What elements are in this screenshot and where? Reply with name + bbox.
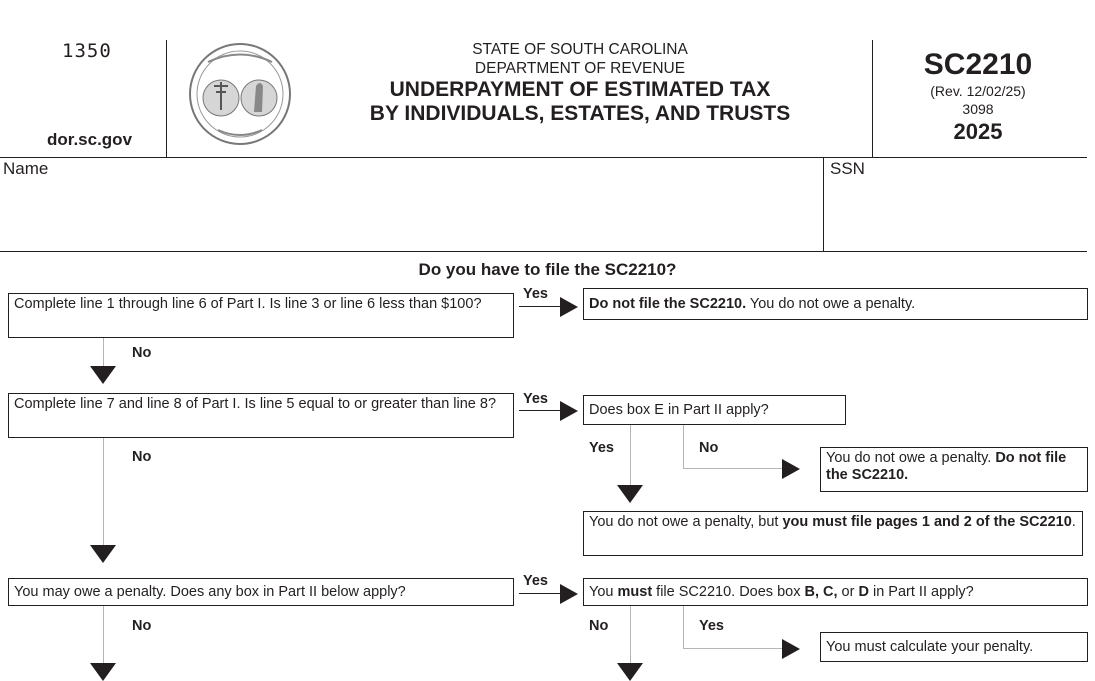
result-2-yes-bold: you must file pages 1 and 2 of the SC2210	[782, 514, 1072, 530]
q3b-yes-horizontal	[683, 648, 783, 649]
q2b-yes-label: Yes	[589, 440, 614, 456]
q3b-no-arrow-icon	[617, 663, 643, 681]
state-name: STATE OF SOUTH CAROLINA	[472, 41, 688, 58]
result-2-no-text: You do not owe a penalty.	[826, 450, 996, 466]
name-row-bottom-rule	[0, 251, 1087, 252]
q2b-yes-arrow-icon	[617, 485, 643, 503]
q2-no-arrow-icon	[90, 545, 116, 563]
q3b-text-a: You	[589, 584, 618, 600]
q3-no-line	[103, 606, 104, 664]
q2b-no-line	[683, 425, 684, 468]
tax-year: 2025	[953, 119, 1003, 144]
question-2-box	[8, 393, 514, 438]
q3-no-arrow-icon	[90, 663, 116, 681]
q3b-end: in Part II apply?	[868, 584, 974, 600]
result-2-no-box	[820, 447, 1088, 492]
question-1-text: Complete line 1 through line 6 of Part I. Is line 3 or line 6 less than $100?	[14, 296, 482, 312]
result-3-yes-box	[820, 632, 1088, 662]
ssn-label: SSN	[830, 159, 865, 178]
form-id-block	[873, 48, 1083, 145]
question-2b-box	[583, 395, 846, 425]
q3-no-label: No	[132, 618, 152, 634]
q3b-must: must	[617, 584, 653, 600]
q1-yes-label: Yes	[523, 286, 548, 302]
q3b-bc: B, C,	[804, 584, 838, 600]
question-3b-box	[583, 578, 1088, 606]
q2-yes-line	[519, 410, 562, 411]
question-3-text: You may owe a penalty. Does any box in Part II below apply?	[14, 584, 406, 600]
q2-yes-arrow-icon	[560, 401, 578, 421]
q3b-yes-line	[683, 606, 684, 648]
result-2-yes-box	[583, 511, 1083, 556]
result-3-yes-text: You must calculate your penalty.	[826, 639, 1034, 655]
header-divider-left	[166, 40, 167, 157]
result-2-yes-text: You do not owe a penalty, but	[589, 514, 783, 530]
name-label: Name	[3, 159, 49, 178]
q3b-no-line	[630, 606, 631, 664]
q2-no-label: No	[132, 449, 152, 465]
form-title-line1: UNDERPAYMENT OF ESTIMATED TAX	[389, 78, 771, 101]
q2-no-line	[103, 438, 104, 546]
result-2-yes-end: .	[1071, 514, 1076, 530]
q3-yes-line	[519, 593, 562, 594]
q2b-yes-line	[630, 425, 631, 485]
q3b-yes-arrow-icon	[782, 639, 800, 659]
question-2b-text: Does box E in Part II apply?	[589, 402, 769, 418]
q2-yes-label: Yes	[523, 391, 548, 407]
form-code: 1350	[62, 40, 112, 62]
result-1-bold: Do not file the SC2210.	[589, 296, 747, 312]
q1-yes-line	[519, 306, 562, 307]
result-2-no-bold: Do not file the SC2210.	[826, 450, 1067, 483]
state-seal-icon	[188, 42, 292, 146]
q2b-no-horizontal	[683, 468, 783, 469]
q3b-d: D	[858, 584, 869, 600]
result-1-box	[583, 288, 1088, 320]
revision-date: (Rev. 12/02/25)	[930, 83, 1026, 99]
question-3-box	[8, 578, 514, 606]
q3b-text-b: file SC2210. Does box	[652, 584, 805, 600]
q1-yes-arrow-icon	[560, 297, 578, 317]
result-1-text: You do not owe a penalty.	[746, 296, 916, 312]
form-number: SC2210	[923, 48, 1033, 81]
q1-no-line	[103, 338, 104, 368]
website: dor.sc.gov	[47, 130, 133, 149]
q3b-or: or	[837, 584, 859, 600]
q1-no-label: No	[132, 345, 152, 361]
q2b-no-label: No	[699, 440, 719, 456]
name-field[interactable]	[0, 158, 822, 251]
q3-yes-arrow-icon	[560, 584, 578, 604]
question-1-box	[8, 293, 514, 338]
question-2-text: Complete line 7 and line 8 of Part I. Is line 5 equal to or greater than line 8?	[14, 396, 497, 412]
q3b-no-label: No	[589, 618, 609, 634]
ssn-field[interactable]	[824, 158, 1087, 251]
q2b-no-arrow-icon	[782, 459, 800, 479]
q3-yes-label: Yes	[523, 573, 548, 589]
form-title-line2: BY INDIVIDUALS, ESTATES, AND TRUSTS	[369, 102, 791, 125]
header-title-block	[300, 40, 860, 126]
q3b-yes-label: Yes	[699, 618, 724, 634]
form-code-number: 3098	[962, 101, 994, 117]
department-name: DEPARTMENT OF REVENUE	[474, 60, 686, 77]
flowchart-heading: Do you have to file the SC2210?	[418, 260, 677, 279]
q1-no-arrow-icon	[90, 366, 116, 384]
